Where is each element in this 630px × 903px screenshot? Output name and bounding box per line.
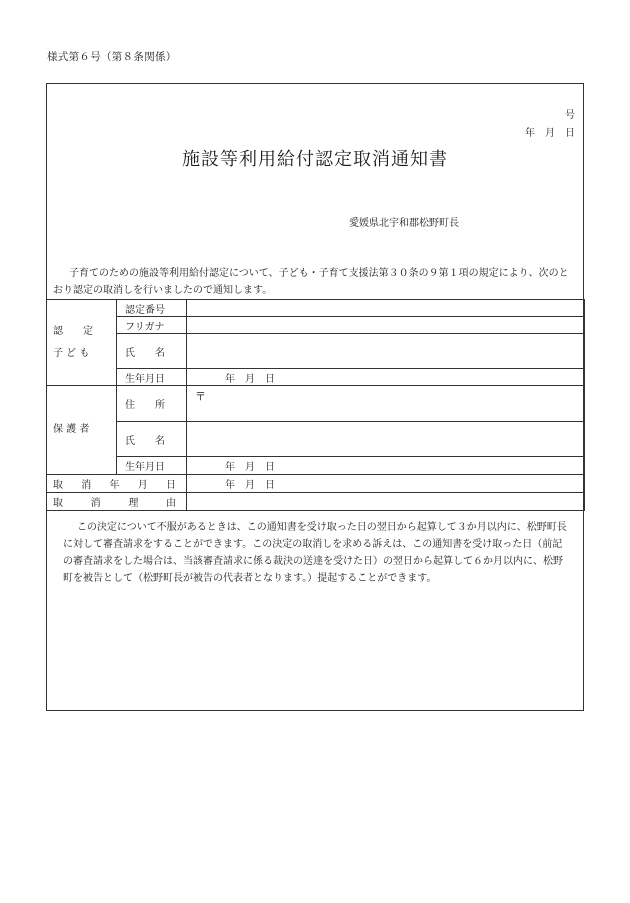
- intro-paragraph: 子育てのための施設等利用給付認定について、子ども・子育て支援法第３０条の９第１項の規定により、次のとおり認定の取消しを行いましたので通知します。: [53, 268, 569, 296]
- child-name-label: 氏 名: [117, 334, 187, 369]
- table-row: [47, 334, 585, 369]
- child-dob-label: 生年月日: [117, 369, 187, 386]
- form-reference: 様式第６号（第８条関係）: [47, 51, 177, 63]
- table-row: [47, 386, 585, 422]
- cancellation-date-char: 取: [53, 480, 63, 491]
- cancellation-date-char: 月: [137, 480, 148, 491]
- guardian-group-label: 保 護 者: [47, 386, 117, 475]
- issue-date-label: 年 月 日: [525, 128, 575, 139]
- child-group-label: [47, 300, 117, 386]
- document-number-label: 号: [565, 110, 575, 121]
- cancellation-reason-char: 由: [165, 498, 176, 509]
- guardian-dob-label: 生年月日: [117, 457, 187, 475]
- child-group-label-line2: 子 ど も: [53, 347, 90, 359]
- table-row: [47, 300, 585, 317]
- cancellation-reason-char: 理: [128, 498, 139, 509]
- table-row: [47, 457, 585, 475]
- cancellation-date-char: 消: [81, 480, 92, 491]
- issuer-name: 愛媛県北宇和郡松野町長: [349, 218, 459, 229]
- furigana-field[interactable]: [187, 317, 585, 334]
- guardian-name-label: 氏 名: [117, 422, 187, 457]
- notice-form-frame: [46, 83, 584, 711]
- child-name-field[interactable]: [187, 334, 585, 369]
- table-row: [47, 493, 585, 511]
- guardian-address-label: 住 所: [117, 386, 187, 422]
- cancellation-date-label: [47, 475, 187, 493]
- child-group-label-line1: 認 定: [53, 325, 93, 337]
- document-title: 施設等利用給付認定取消通知書: [182, 149, 448, 170]
- cancellation-reason-label: [47, 493, 187, 511]
- details-table: [46, 299, 585, 511]
- child-dob-field[interactable]: 年 月 日: [187, 369, 585, 386]
- cert-number-field[interactable]: [187, 300, 585, 317]
- furigana-label: フリガナ: [117, 317, 187, 334]
- table-row: [47, 475, 585, 493]
- cancellation-reason-char: 消: [90, 498, 101, 509]
- table-row: [47, 422, 585, 457]
- guardian-address-field[interactable]: [187, 386, 585, 422]
- table-row: [47, 369, 585, 386]
- guardian-name-field[interactable]: [187, 422, 585, 457]
- cert-number-label: 認定番号: [117, 300, 187, 317]
- appeal-notice-paragraph: この決定について不服があるときは、この通知書を受け取った日の翌日から起算して３か月以内に、松野町長に対して審査請求をすることができます。この決定の取消しを求める訴えは、この通知書を受け取った日（前記の審査請求をした場合は、当該審査請求に係る裁決の送達を受けた日）の翌日から起算して６か月以内に、松野町を被告として（松野町長が被告の代表者となります。）提起することができます。: [63, 522, 567, 584]
- cancellation-date-field[interactable]: 年 月 日: [187, 475, 585, 493]
- cancellation-reason-field[interactable]: [187, 493, 585, 511]
- postal-mark: 〒: [195, 390, 206, 403]
- cancellation-reason-char: 取: [53, 498, 63, 509]
- table-row: [47, 317, 585, 334]
- guardian-dob-field[interactable]: 年 月 日: [187, 457, 585, 475]
- cancellation-date-char: 年: [109, 480, 120, 491]
- cancellation-date-char: 日: [166, 480, 176, 491]
